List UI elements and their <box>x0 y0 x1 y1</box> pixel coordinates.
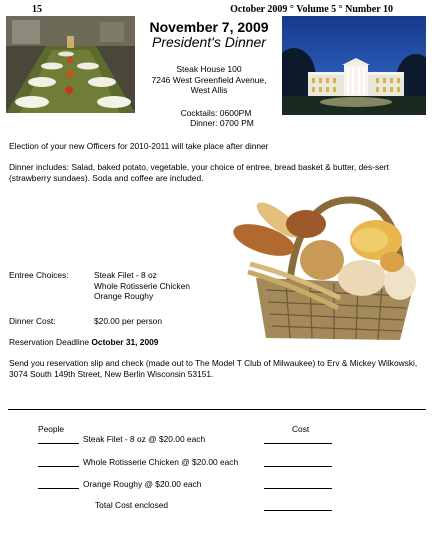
dinner-cost-label: Dinner Cost: <box>9 316 56 326</box>
venue-block <box>138 64 280 96</box>
white-house-photo <box>282 16 426 115</box>
venue-name: Steak House 100 <box>176 64 242 74</box>
dinner-includes-text: Dinner includes: Salad, baked potato, vegetable, your choice of entree, bread basket & butter, des-sert (strawberry sundaes). Soda and coffee are included. <box>9 162 389 183</box>
banquet-table-photo <box>6 16 135 113</box>
entree-choices-label: Entree Choices: <box>9 270 69 280</box>
cost-blank-chicken[interactable] <box>264 466 332 467</box>
venue-address-line-1: 7246 West Greenfield Avenue, <box>151 74 267 85</box>
event-title: President's Dinner <box>152 34 266 50</box>
people-blank-steak[interactable] <box>38 443 79 444</box>
people-column-header: People <box>38 424 65 434</box>
form-row-chicken: Whole Rotisserie Chicken @ $20.00 each <box>83 457 239 467</box>
issue-line: October 2009 ° Volume 5 ° Number 10 <box>230 4 393 15</box>
deadline-label: Reservation Deadline <box>9 337 90 347</box>
entree-item: Orange Roughy <box>94 291 154 302</box>
dinner-time: Dinner: 0700 PM <box>190 118 254 128</box>
times-block <box>138 108 280 129</box>
cost-column-header: Cost <box>292 424 310 434</box>
deadline-date: October 31, 2009 <box>91 337 159 347</box>
people-blank-roughy[interactable] <box>38 488 79 489</box>
form-row-roughy: Orange Roughy @ $20.00 each <box>83 479 202 489</box>
dinner-cost-value: $20.00 per person <box>94 316 162 326</box>
page-number: 15 <box>32 4 42 15</box>
election-notice: Election of your new Officers for 2010-2011 will take place after dinner <box>9 141 269 151</box>
total-cost-blank[interactable] <box>264 510 332 511</box>
reservation-deadline <box>9 337 158 348</box>
cost-blank-steak[interactable] <box>264 443 332 444</box>
entree-item: Steak Filet - 8 oz <box>94 270 157 280</box>
event-date: November 7, 2009 <box>149 19 269 35</box>
cocktails-time: Cocktails: 0600PM <box>180 107 252 118</box>
entree-item: Whole Rotisserie Chicken <box>94 280 190 291</box>
entree-list <box>94 270 190 302</box>
section-divider <box>8 409 426 410</box>
venue-address-line-2: West Allis <box>190 85 228 95</box>
mailing-instructions: Send you reservation slip and check (made out to The Model T Club of Milwaukee) to Erv & Mickey Wilkowski, 3074 South 149th Street, New Berlin Wisconsin 53151. <box>9 358 418 379</box>
form-row-steak: Steak Filet - 8 oz @ $20.00 each <box>83 434 206 444</box>
total-cost-label: Total Cost enclosed <box>95 500 169 510</box>
event-title-block <box>138 20 280 129</box>
cost-blank-roughy[interactable] <box>264 488 332 489</box>
bread-basket-photo <box>230 190 422 346</box>
people-blank-chicken[interactable] <box>38 466 79 467</box>
